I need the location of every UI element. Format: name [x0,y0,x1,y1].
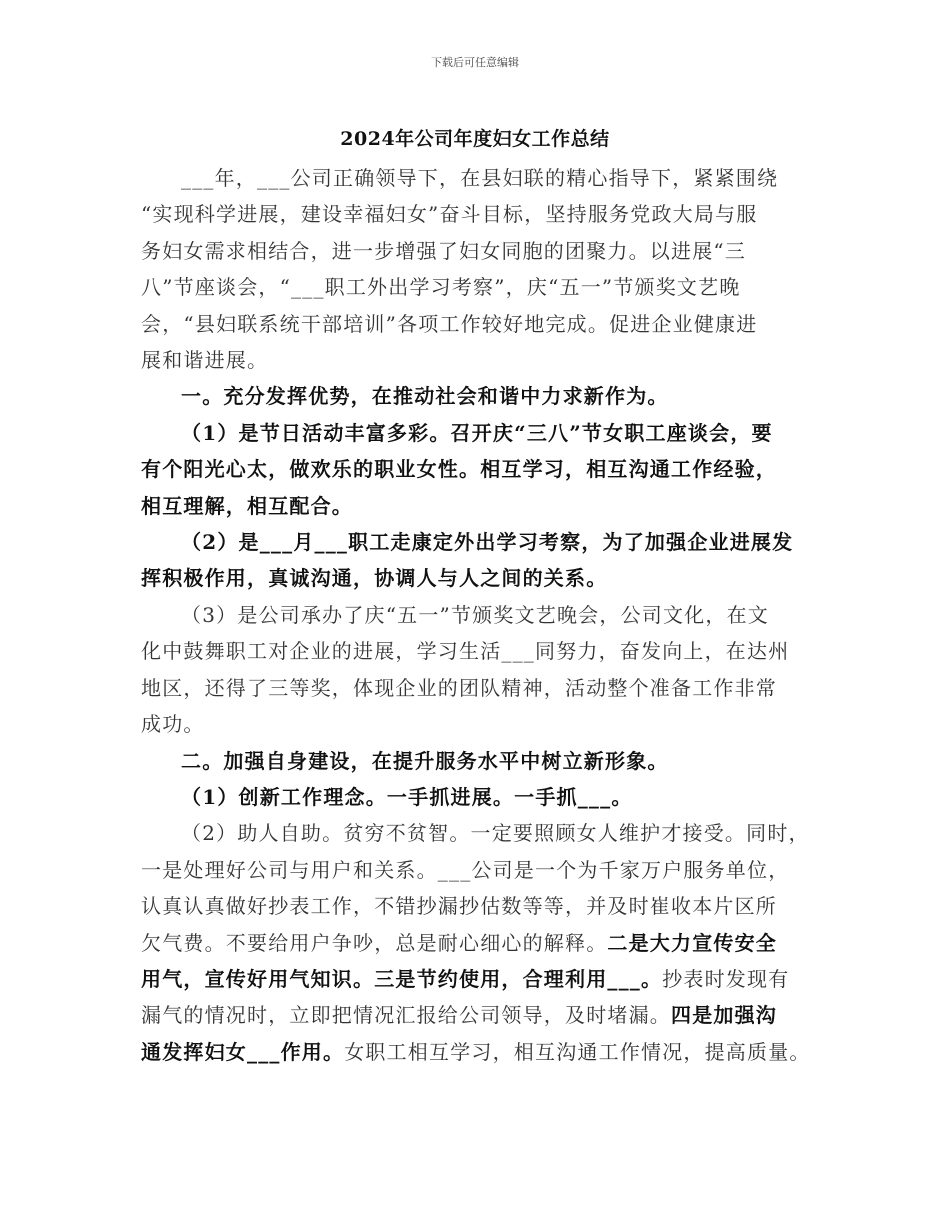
item-1-3-line-4: 成功。 [141,712,205,737]
item-2-2-line-7 [101,1034,813,1070]
item-2-2-normal-run-1: 抄表时发现有 [662,966,790,991]
intro-line-5: 会，“县妇联系统干部培训”各项工作较好地完成。促进企业健康进 [141,311,758,336]
item-2-2 [141,815,813,1070]
section-heading-2: 二。加强自身建设，在提升服务水平中树立新形象。 [181,748,669,773]
item-2-2-line-5-bold: 用气，宣传好用气知识。 [141,966,375,991]
item-2-2-line-7-bold: 通发挥妇女___作用。 [141,1039,345,1064]
intro-line-1: ___年，___公司正确领导下，在县妇联的精心指导下，紧紧围绕 [181,166,779,190]
item-1-3-line-3: 地区，还得了三等奖，体现企业的团队精神，活动整个准备工作非常 [141,675,777,700]
item-1-3-line-2: 化中鼓舞职工对企业的进展，学习生活___同努力，奋发向上，在达州 [141,639,790,664]
page-header: 下载后可任意编辑 [431,56,519,69]
item-2-2-bold-run-1: 二是大力宣传安全 [607,930,778,955]
item-2-2-bold-run-2: 三是节约使用，合理利用___。 [374,966,663,991]
intro-line-6: 展和谐进展。 [141,348,269,373]
document-title: 2024年公司年度妇女工作总结 [340,128,610,150]
item-2-2-line-4 [101,925,813,961]
item-1-2-line-1: （2）是___月___职工走康定外出学习考察，为了加强企业进展发 [181,530,794,555]
item-1-1 [141,415,813,524]
item-1-1-line-1: （1）是节日活动丰富多彩。召开庆“三八”节女职工座谈会，要 [181,420,773,445]
item-1-3 [141,597,813,743]
item-2-2-line-6-normal: 漏气的情况时，立即把情况汇报给公司领导，及时堵漏。 [141,1003,671,1028]
item-1-3-line-1: （3）是公司承办了庆“五一”节颁奖文艺晚会，公司文化，在文 [181,602,769,627]
item-2-2-normal-run-2: 女职工相互学习，相互沟通工作情况，提高质量。 [344,1039,811,1064]
item-2-2-bold-run-3: 四是加强沟 [671,1003,777,1028]
section-heading-1: 一。充分发挥优势，在推动社会和谐中力求新作为。 [181,384,669,409]
document-body [141,160,813,1070]
item-2-2-line-4-normal: 欠气费。不要给用户争吵，总是耐心细心的解释。 [141,930,608,955]
item-1-2 [141,524,813,597]
intro-paragraph [141,160,813,378]
item-2-2-line-1: （2）助人自助。贫穷不贫智。一定要照顾女人维护才接受。同时， [181,821,810,846]
item-1-1-line-3: 相互理解，相互配合。 [141,493,353,518]
intro-line-2: “实现科学进展，建设幸福妇女”奋斗目标，坚持服务党政大局与服 [141,202,758,227]
item-1-2-line-2: 挥积极作用，真诚沟通，协调人与人之间的关系。 [141,566,608,591]
intro-line-3: 务妇女需求相结合，进一步增强了妇女同胞的团聚力。以进展“三 [141,238,747,263]
item-2-2-line-6 [101,997,813,1033]
item-1-1-line-2: 有个阳光心太，做欢乐的职业女性。相互学习，相互沟通工作经验， [141,457,777,482]
item-2-2-line-2: 一是处理好公司与用户和关系。___公司是一个为千家万户服务单位， [141,857,790,882]
item-2-2-line-3: 认真认真做好抄表工作，不错抄漏抄估数等等，并及时崔收本片区所 [141,894,777,919]
intro-line-4: 八”节座谈会，“___职工外出学习考察”，庆“五一”节颁奖文艺晚 [141,275,741,300]
item-2-1: （1）创新工作理念。一手抓进展。一手抓___。 [181,784,633,809]
item-2-2-line-5 [101,961,813,997]
